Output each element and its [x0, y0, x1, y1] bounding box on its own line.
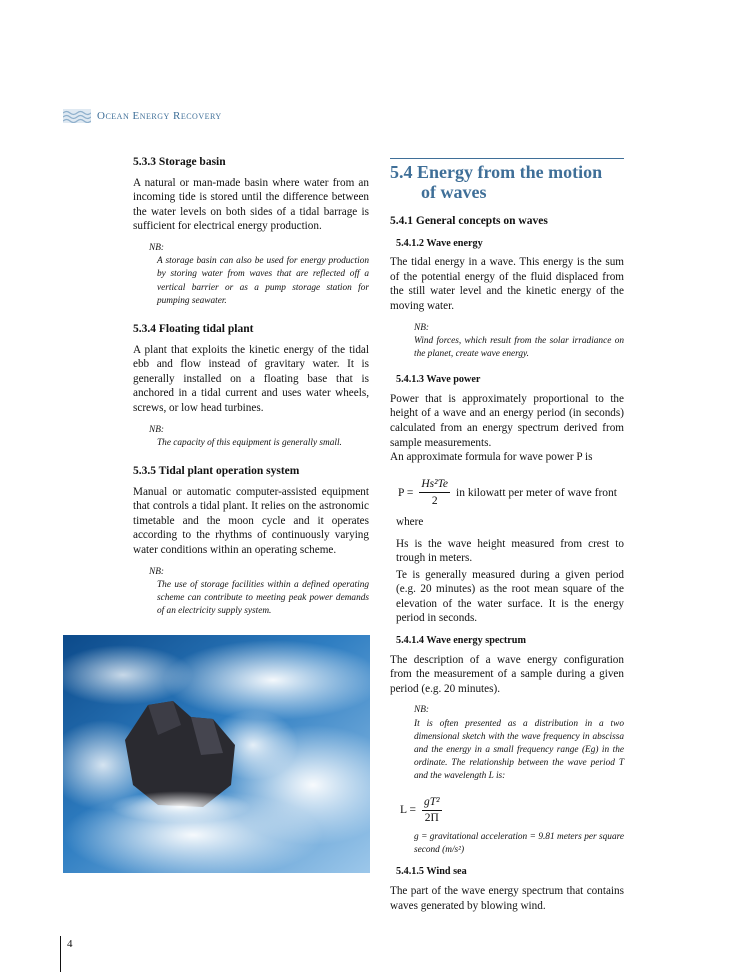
chapter-title-line1: 5.4 Energy from the motion [390, 162, 603, 182]
page-number: 4 [67, 938, 73, 950]
title-rule [390, 158, 624, 159]
note-label: NB: [149, 566, 164, 577]
note-text: The use of storage facilities within a defined operating scheme can contribute to meeting peak power demands of an electricity supply system. [157, 579, 369, 617]
formula-numerator: Hs²Te [419, 477, 450, 494]
subsection-heading: 5.4.1.2 Wave energy [396, 237, 483, 249]
section-body: The tidal energy in a wave. This energy is the sum of the potential energy of the fluid displaced from the still water level and the kinetic energy of the moving water. [390, 256, 624, 312]
section-heading: 5.3.4 Floating tidal plant [133, 322, 254, 335]
te-definition: Te is generally measured during a given period (e.g. 20 minutes) as the root mean square of the elevation of the water surface. It is the energy period in seconds. [396, 568, 624, 625]
subsection-heading: 5.4.1.5 Wind sea [396, 866, 467, 878]
section-body: The part of the wave energy spectrum that contains waves generated by blowing wind. [390, 885, 624, 912]
note-block [133, 566, 369, 619]
note-label: NB: [149, 424, 164, 435]
note-label: NB: [414, 705, 429, 716]
formula-numerator: gT² [422, 796, 442, 811]
ocean-waves-rock-photo [63, 635, 370, 873]
section-heading: 5.3.5 Tidal plant operation system [133, 464, 300, 477]
section-body: Power that is approximately proportional to the height of a wave and an energy period (in seconds) calculated from an energy spectrum derived from sample measurements. [390, 392, 624, 449]
note-label: NB: [414, 322, 429, 333]
formula-denominator: 2 [431, 495, 438, 508]
section-body: The description of a wave energy configuration from the measurement of a sample during a given period (e.g. 20 minutes). [390, 653, 624, 695]
formula-unit: in kilowatt per meter of wave front [456, 486, 617, 499]
section-heading: 5.4.1 General concepts on waves [390, 215, 548, 227]
formula-lhs: P = [398, 486, 414, 499]
note-label: NB: [149, 242, 164, 253]
section-body: A plant that exploits the kinetic energy of the tidal ebb and flow instead of gravitary water. It is generally installed on a floating base that is anchored in a tidal current and uses water wheels, screws, or low head turbines. [133, 343, 369, 414]
note-text: It is often presented as a distribution in a two dimensional sketch with the wave frequency in abscissa and the energy in a small frequency range (Eg) in the ordinate. The relationship between the wave period T and the wavelength L is: [414, 718, 624, 782]
formula-fraction [422, 796, 442, 825]
waves-icon [63, 109, 91, 123]
formula-fraction [419, 477, 450, 509]
left-column [133, 155, 369, 630]
running-header [63, 108, 222, 124]
section-body: Manual or automatic computer-assisted equipment that controls a tidal plant. It relies on the astronomic timetable and the moon cycle and it operates according to the rhythms of continuously varying water conditions within an operating scheme. [133, 485, 369, 556]
gravity-note: g = gravitational acceleration = 9.81 meters per square second (m/s²) [414, 832, 624, 856]
note-text: Wind forces, which result from the solar irradiance on the planet, create wave energy. [414, 335, 624, 359]
subsection-heading: 5.4.1.3 Wave power [396, 374, 481, 386]
hs-definition: Hs is the wave height measured from crest to trough in meters. [396, 537, 624, 565]
wavelength-formula [400, 796, 624, 825]
note-block [390, 322, 624, 362]
note-block [133, 424, 369, 450]
note-text: The capacity of this equipment is generally small. [157, 437, 342, 448]
page-number-rule [60, 936, 61, 972]
section-heading: 5.3.3 Storage basin [133, 156, 226, 168]
formula-denominator: 2Π [424, 811, 439, 824]
right-column [390, 158, 624, 920]
section-body: A natural or man-made basin where water from an incoming tide is stored until the difference between the water levels on both sides of a tidal barrage is sufficient for electrical energy production. [133, 176, 369, 233]
wave-power-formula [398, 477, 624, 509]
chapter-title-line2: of waves [421, 182, 487, 202]
chapter-title [390, 162, 624, 202]
note-block [390, 704, 624, 857]
formula-lhs: L = [400, 803, 416, 816]
subsection-heading: 5.4.1.4 Wave energy spectrum [396, 635, 526, 647]
header-title: Ocean Energy Recovery [97, 110, 222, 122]
note-text: A storage basin can also be used for energy production by storing water from waves that are reflected off a vertical barrier or as a pump storage station for pumping seawater. [157, 256, 369, 306]
where-label: where [396, 515, 424, 528]
note-block [133, 242, 369, 308]
section-body: An approximate formula for wave power P is [390, 451, 593, 464]
